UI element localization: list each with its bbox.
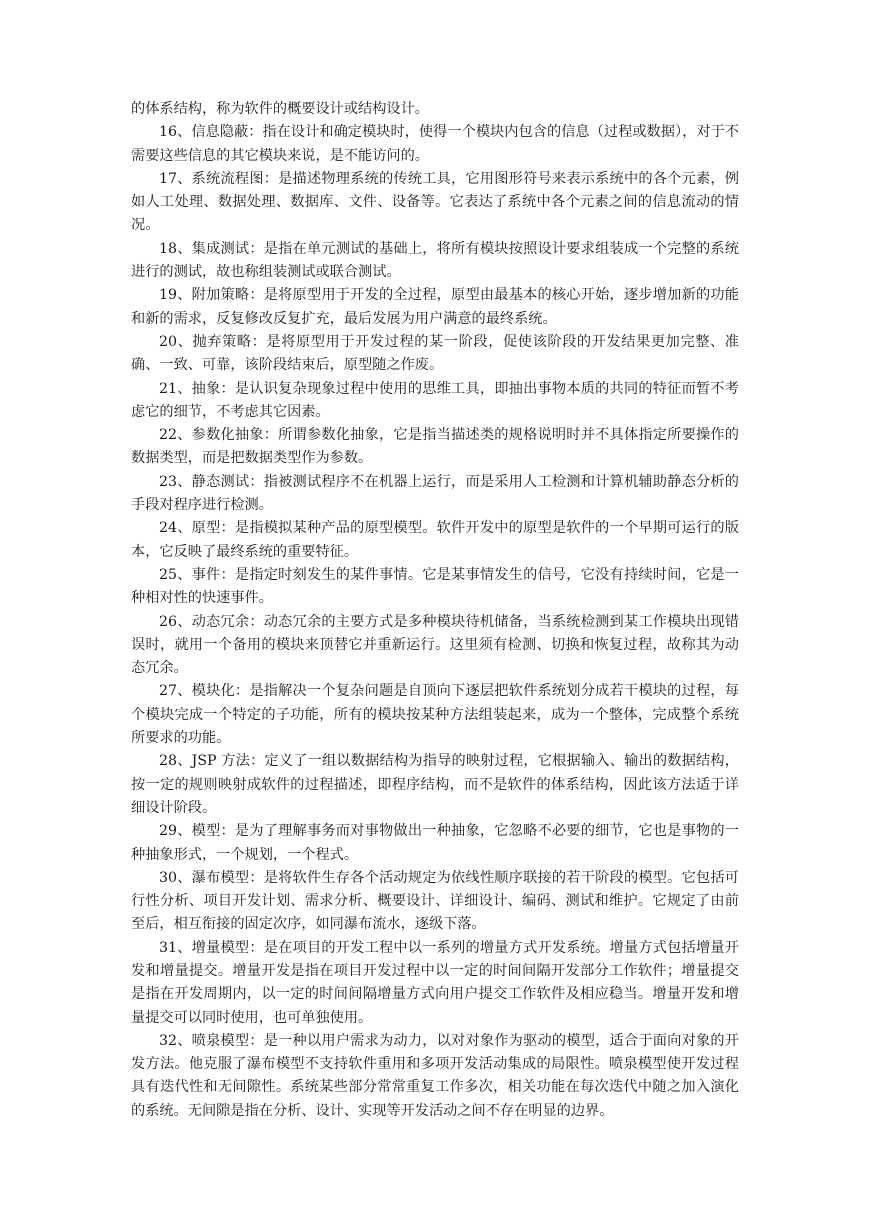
paragraph-term-29: 29、模型：是为了理解事务而对事物做出一种抽象，它忽略不必要的细节，它也是事物的一种抽象形式，一个规划，一个程式。 xyxy=(131,823,739,863)
paragraph-continuation: 的体系结构，称为软件的概要设计或结构设计。 xyxy=(131,101,429,117)
paragraph-term-28: 28、JSP 方法：定义了一组以数据结构为指导的映射过程，它根据输入、输出的数据结构，按一定的规则映射成软件的过程描述，即程序结构，而不是软件的体系结构，因此该方法适于详细设计阶段。 xyxy=(131,753,739,816)
paragraph-term-20: 20、抛弃策略：是将原型用于开发过程的某一阶段，促使该阶段的开发结果更加完整、准确、一致、可靠，该阶段结束后，原型随之作废。 xyxy=(131,333,739,374)
paragraph-term-22: 22、参数化抽象：所谓参数化抽象，它是指当描述类的规格说明时并不具体指定所要操作的数据类型，而是把数据类型作为参数。 xyxy=(131,427,739,467)
paragraph-term-25: 25、事件：是指定时刻发生的某件事情。它是某事情发生的信号，它没有持续时间，它是一种相对性的快速事件。 xyxy=(131,566,739,607)
paragraph-term-31: 31、增量模型：是在项目的开发工程中以一系列的增量方式开发系统。增量方式包括增量开发和增量提交。增量开发是指在项目开发过程中以一定的时间间隔开发部分工作软件；增量提交是指在开发周期内，以一定的时间间隔增量方式向用户提交工作软件及相应稳当。增量开发和增量提交可以同时使用，也可单独使用。 xyxy=(131,939,739,1026)
paragraph-term-21: 21、抽象：是认识复杂现象过程中使用的思维工具，即抽出事物本质的共同的特征而暂不考虑它的细节，不考虑其它因素。 xyxy=(131,380,739,420)
paragraph-term-24: 24、原型：是指模拟某种产品的原型模型。软件开发中的原型是软件的一个早期可运行的版本，它反映了最终系统的重要特征。 xyxy=(131,520,739,560)
paragraph-term-30: 30、瀑布模型：是将软件生存各个活动规定为依线性顺序联接的若干阶段的模型。它包括可行性分析、项目开发计划、需求分析、概要设计、详细设计、编码、测试和维护。它规定了由前至后，相互衔接的固定次序，如同瀑布流水，逐级下落。 xyxy=(131,869,739,933)
paragraph-term-27: 27、模块化：是指解决一个复杂问题是自顶向下逐层把软件系统划分成若干模块的过程，每个模块完成一个特定的子功能，所有的模块按某种方法组装起来，成为一个整体，完成整个系统所要求的功能。 xyxy=(131,683,739,747)
paragraph-term-26: 26、动态冗余：动态冗余的主要方式是多种模块待机储备，当系统检测到某工作模块出现错误时，就用一个备用的模块来顶替它并重新运行。这里须有检测、切换和恢复过程，故称其为动态冗余。 xyxy=(131,613,739,677)
paragraph-term-16: 16、信息隐蔽：指在设计和确定模块时，使得一个模块内包含的信息（过程或数据），对于不需要这些信息的其它模块来说，是不能访问的。 xyxy=(131,124,739,164)
paragraph-term-18: 18、集成测试：是指在单元测试的基础上，将所有模块按照设计要求组装成一个完整的系统进行的测试，故也称组装测试或联合测试。 xyxy=(131,240,739,281)
paragraph-term-32: 32、喷泉模型：是一种以用户需求为动力，以对对象作为驱动的模型，适合于面向对象的开发方法。他克服了瀑布模型不支持软件重用和多项开发活动集成的局限性。喷泉模型使开发过程具有迭代性和无间隙性。系统某些部分常常重复工作多次，相关功能在每次迭代中随之加入演化的系统。无间隙是指在分析、设计、实现等开发活动之间不存在明显的边界。 xyxy=(131,1032,739,1119)
paragraph-term-23: 23、静态测试：指被测试程序不在机器上运行，而是采用人工检测和计算机辅助静态分析的手段对程序进行检测。 xyxy=(131,473,739,514)
document-body xyxy=(131,98,739,1123)
paragraph-term-17: 17、系统流程图：是描述物理系统的传统工具，它用图形符号来表示系统中的各个元素，例如人工处理、数据处理、数据库、文件、设备等。它表达了系统中各个元素之间的信息流动的情况。 xyxy=(131,170,739,234)
paragraph-term-19: 19、附加策略：是将原型用于开发的全过程，原型由最基本的核心开始，逐步增加新的功能和新的需求，反复修改反复扩充，最后发展为用户满意的最终系统。 xyxy=(131,287,739,327)
